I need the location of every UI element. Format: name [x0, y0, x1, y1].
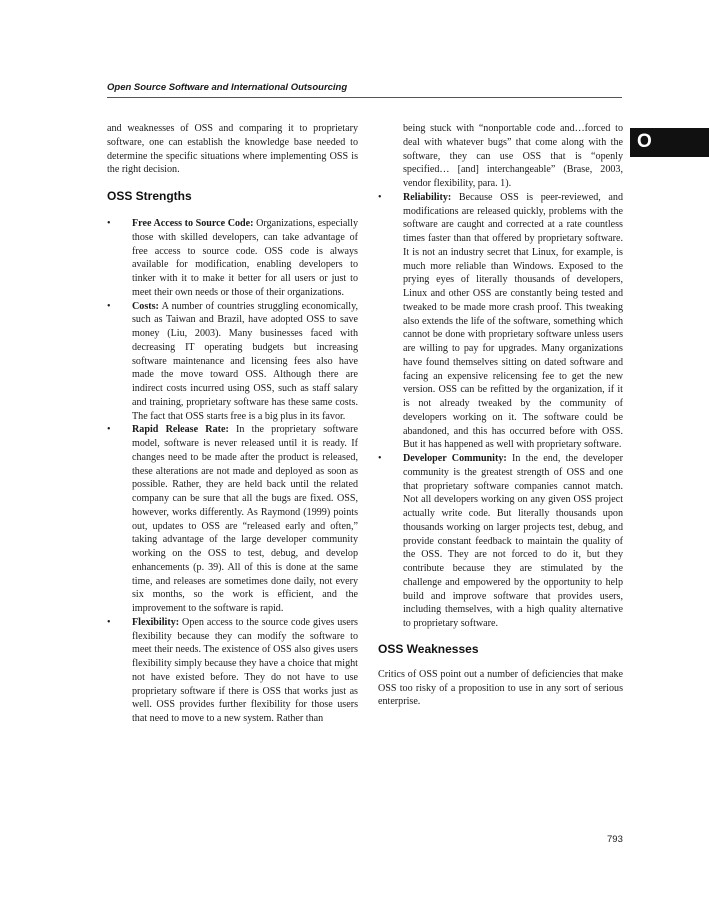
- right-column: [378, 122, 623, 709]
- strengths-list: [107, 217, 358, 726]
- item-text: In the end, the developer community is the greatest strength of OSS and one that proprietary software companies cannot match. Not all developers working on any given OSS project actually write code. But literally thousands upon thousands working on larger projects test, debug, and provide constant feedback to maintain the quality of the OSS. They are not forced to do it, but they contribute because they are stimulated by the challenge and empowered by the opportunity to help build and improve software that provides users, including themselves, with a high quality alternative to proprietary software.: [403, 453, 623, 629]
- section-heading-weaknesses: OSS Weaknesses: [378, 641, 479, 656]
- continuation-paragraph: being stuck with “nonportable code and…forced to deal with whatever bugs” that come along with the software, they can use OSS that is “openly specified… [and] interchangeable” (Brase, 2003, vendor flexibility, para. 1).: [403, 123, 623, 189]
- running-head: Open Source Software and International Outsourcing: [107, 82, 348, 93]
- item-text: Organizations, especially those with skilled developers, can take advantage of free access to source code. OSS code is always available for modification, enabling developers to tinker with it to make it better for all users or just to meet their own needs or those of their organizations.: [132, 218, 358, 298]
- item-text: In the proprietary software model, software is never released until it is ready. If changes need to be made after the product is released, these alterations are not made and deployed as soon as possible. Rather, they are held back until the related company can be sure that all the bugs are fixed. OSS, however, works differently. As Raymond (1999) points out, updates to OSS are “released early and often,” taking advantage of the large developer community working on the OSS to test, debug, and develop enhancements (p. 39). All of this is done at the same time, and releases are sometimes done daily, not every six months, so the work is efficient, and the improvement to the software is rapid.: [132, 424, 358, 614]
- header-rule: [107, 97, 622, 98]
- list-item: [107, 423, 358, 616]
- item-term: Flexibility:: [132, 616, 180, 628]
- section-heading-strengths: OSS Strengths: [107, 189, 192, 203]
- item-term: Costs:: [132, 300, 159, 312]
- strengths-list-continued: [378, 191, 623, 631]
- item-text: Open access to the source code gives users flexibility because they can modify the software to meet their needs. The existence of OSS also gives users flexibility simply because they have a choice that might not have existed before. They do not have to use proprietary software if there is OSS that works just as well. OSS provides further flexibility for those users that need to move to a new system. Rather than: [132, 616, 358, 724]
- item-term: Developer Community:: [403, 453, 507, 464]
- item-term: Rapid Release Rate:: [132, 424, 229, 436]
- item-text: A number of countries struggling economically, such as Taiwan and Brazil, have adopted OSS to save money (Liu, 2003). Many businesses faced with decreasing IT operating budgets but increasing software maintenance and licensing fees also have made the move toward OSS. Although there are indirect costs incurred using OSS, such as staff salary and training, proprietary software has these same costs. The fact that OSS starts free is a big plus in its favor.: [132, 300, 358, 422]
- intro-paragraph: and weaknesses of OSS and comparing it to proprietary software, one can establish the knowledge base needed to determine the specific situations where implementing OSS is the right decision.: [107, 123, 358, 176]
- item-term: Free Access to Source Code:: [132, 218, 254, 229]
- left-column: [107, 122, 358, 726]
- item-term: Reliability:: [403, 191, 452, 203]
- list-item: [107, 217, 358, 300]
- item-text: Because OSS is peer-reviewed, and modifications are released quickly, problems with the software are caught and corrected at a rate countless times faster than that offered by proprietary software. It is not an industry secret that Linux, for example, is much more reliable than Windows. Exposed to the prying eyes of literally thousands of developers, Linux and other OSS are constantly being tested and tweaked to be made more crash proof. This tweaking also extends the life of the software, something which cannot be done with proprietary software unless users are willing to pay for upgrades. Many organizations have found themselves sitting on dated software and facing an expensive relicensing fee to get the new version. OSS can be refitted by the organization, if it is not already tweaked by the community of developers working on it. The software could be abandoned, and this has occurred before with OSS. But it has happened as well with proprietary software.: [403, 191, 623, 451]
- list-item: [107, 616, 358, 726]
- weaknesses-paragraph: Critics of OSS point out a number of deficiencies that make OSS too risky of a proposition to use in any sort of serious enterprise.: [378, 668, 623, 708]
- list-item: [107, 300, 358, 424]
- thumb-index-letter: O: [637, 131, 652, 152]
- list-item: [378, 191, 623, 452]
- page-number: 793: [607, 834, 623, 845]
- list-item: [378, 452, 623, 631]
